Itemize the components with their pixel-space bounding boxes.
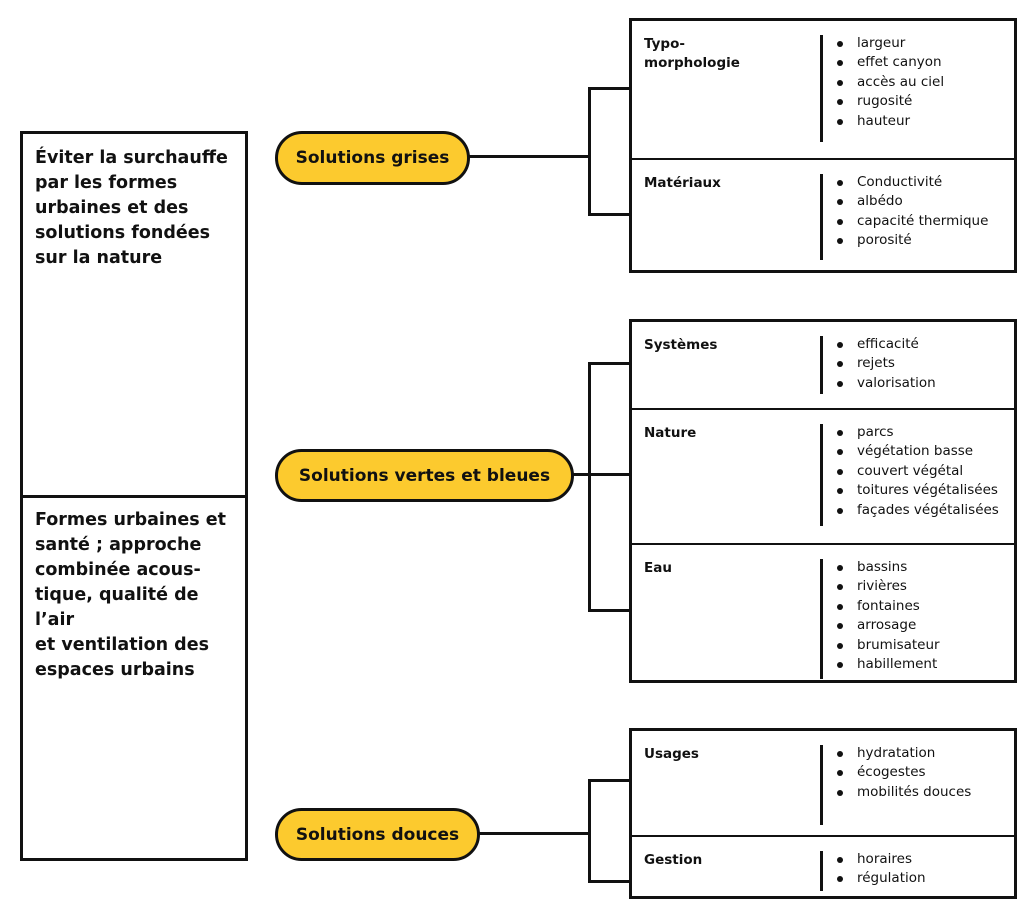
list-item — [837, 744, 971, 763]
group-vertes-bleues — [629, 319, 1017, 683]
list-item — [837, 636, 940, 655]
list-item — [837, 112, 944, 131]
category-divider — [820, 336, 823, 394]
bullet-icon — [837, 643, 843, 649]
bullet-icon — [837, 508, 843, 514]
connector-douces-v — [588, 779, 591, 883]
list-item — [837, 173, 988, 192]
category-cell — [632, 731, 1014, 836]
item-label: arrosage — [857, 617, 917, 634]
item-label: effet canyon — [857, 54, 942, 71]
bullet-icon — [837, 876, 843, 882]
item-label: mobilités douces — [857, 783, 972, 800]
bullet-icon — [837, 219, 843, 225]
bullet-icon — [837, 623, 843, 629]
list-item — [837, 442, 999, 461]
bullet-icon — [837, 199, 843, 205]
connector-vertes-bottom — [588, 609, 631, 612]
list-item — [837, 783, 971, 802]
list-item — [837, 763, 971, 782]
category-name: Typo- morphologie — [644, 36, 740, 71]
category-cell — [632, 408, 1014, 545]
bullet-icon — [837, 790, 843, 796]
item-list — [837, 423, 999, 520]
list-item — [837, 212, 988, 231]
list-item — [837, 869, 926, 888]
connector-vertes-v — [588, 362, 591, 612]
pill-solutions-grises: Solutions grises — [275, 131, 470, 185]
item-label: horaires — [857, 851, 912, 867]
category-divider — [820, 559, 823, 679]
item-label: albédo — [857, 193, 903, 210]
category-cell — [632, 21, 1014, 160]
left-box-divider — [23, 495, 245, 498]
bullet-icon — [837, 238, 843, 244]
group-grises — [629, 18, 1017, 273]
category-name: Gestion — [644, 852, 703, 868]
list-item — [837, 335, 936, 354]
connector-grises-v — [588, 87, 591, 216]
list-item — [837, 481, 999, 500]
bullet-icon — [837, 488, 843, 494]
bullet-icon — [837, 99, 843, 105]
item-label: habillement — [857, 656, 938, 673]
list-item — [837, 501, 999, 520]
category-divider — [820, 35, 823, 142]
connector-douces-top — [588, 779, 631, 782]
category-cell — [632, 835, 1014, 896]
list-item — [837, 231, 988, 250]
item-label: bassins — [857, 559, 908, 575]
item-label: toitures végétalisées — [857, 482, 998, 499]
category-divider — [820, 174, 823, 260]
bullet-icon — [837, 80, 843, 86]
list-item — [837, 192, 988, 211]
list-item — [837, 850, 926, 869]
connector-grises-bottom — [588, 213, 631, 216]
item-label: efficacité — [857, 336, 919, 352]
item-label: rejets — [857, 355, 895, 372]
pill-solutions-douces: Solutions douces — [275, 808, 480, 861]
connector-douces-bottom — [588, 880, 631, 883]
item-label: porosité — [857, 232, 912, 249]
item-label: brumisateur — [857, 636, 940, 653]
connector-vertes-mid — [588, 473, 631, 476]
category-divider — [820, 745, 823, 825]
bullet-icon — [837, 662, 843, 668]
bullet-icon — [837, 770, 843, 776]
category-name: Nature — [644, 425, 697, 441]
item-label: largeur — [857, 35, 906, 51]
category-divider — [820, 424, 823, 526]
list-item — [837, 92, 944, 111]
bullet-icon — [837, 119, 843, 125]
category-name: Matériaux — [644, 175, 721, 191]
item-label: rugosité — [857, 93, 913, 110]
item-list — [837, 34, 944, 131]
item-list — [837, 850, 926, 889]
list-item — [837, 577, 940, 596]
item-label: capacité thermique — [857, 212, 989, 229]
connector-grises-h — [468, 155, 590, 158]
list-item — [837, 558, 940, 577]
bullet-icon — [837, 584, 843, 590]
list-item — [837, 462, 999, 481]
item-label: couvert végétal — [857, 462, 964, 479]
left-box-bottom-text: Formes urbaines et santé ; approche combinée acous- tique, qualité de l’air et ventilation des espaces urbains — [35, 510, 227, 680]
item-label: hydratation — [857, 745, 936, 761]
bullet-icon — [837, 857, 843, 863]
list-item — [837, 655, 940, 674]
connector-douces-h — [478, 832, 590, 835]
bullet-icon — [837, 469, 843, 475]
item-label: écogestes — [857, 764, 926, 781]
left-box-top-text: Éviter la surchauffe par les formes urbaines et des solutions fondées sur la nature — [35, 148, 228, 268]
item-label: hauteur — [857, 112, 911, 129]
pill-solutions-vertes-bleues: Solutions vertes et bleues — [275, 449, 574, 502]
item-label: parcs — [857, 424, 894, 440]
category-name: Usages — [644, 746, 699, 762]
bullet-icon — [837, 604, 843, 610]
list-item — [837, 354, 936, 373]
bullet-icon — [837, 449, 843, 455]
bullet-icon — [837, 361, 843, 367]
list-item — [837, 423, 999, 442]
item-label: rivières — [857, 578, 907, 595]
list-item — [837, 34, 944, 53]
list-item — [837, 616, 940, 635]
item-label: valorisation — [857, 374, 936, 391]
category-cell — [632, 158, 1014, 270]
item-label: façades végétalisées — [857, 501, 999, 518]
item-list — [837, 335, 936, 393]
bullet-icon — [837, 751, 843, 757]
category-name: Eau — [644, 560, 672, 576]
bullet-icon — [837, 342, 843, 348]
bullet-icon — [837, 41, 843, 47]
category-name: Systèmes — [644, 337, 718, 353]
item-list — [837, 558, 940, 674]
item-label: végétation basse — [857, 443, 974, 460]
connector-vertes-top — [588, 362, 631, 365]
category-cell — [632, 322, 1014, 409]
item-label: régulation — [857, 870, 926, 887]
category-divider — [820, 851, 823, 891]
item-list — [837, 173, 988, 251]
list-item — [837, 597, 940, 616]
item-list — [837, 744, 971, 802]
group-douces — [629, 728, 1017, 899]
item-label: fontaines — [857, 597, 920, 614]
left-box — [20, 131, 248, 861]
connector-grises-top — [588, 87, 631, 90]
list-item — [837, 53, 944, 72]
list-item — [837, 374, 936, 393]
item-label: accès au ciel — [857, 73, 945, 90]
list-item — [837, 73, 944, 92]
bullet-icon — [837, 565, 843, 571]
bullet-icon — [837, 381, 843, 387]
bullet-icon — [837, 60, 843, 66]
item-label: Conductivité — [857, 174, 943, 190]
category-cell — [632, 543, 1014, 680]
bullet-icon — [837, 180, 843, 186]
bullet-icon — [837, 430, 843, 436]
